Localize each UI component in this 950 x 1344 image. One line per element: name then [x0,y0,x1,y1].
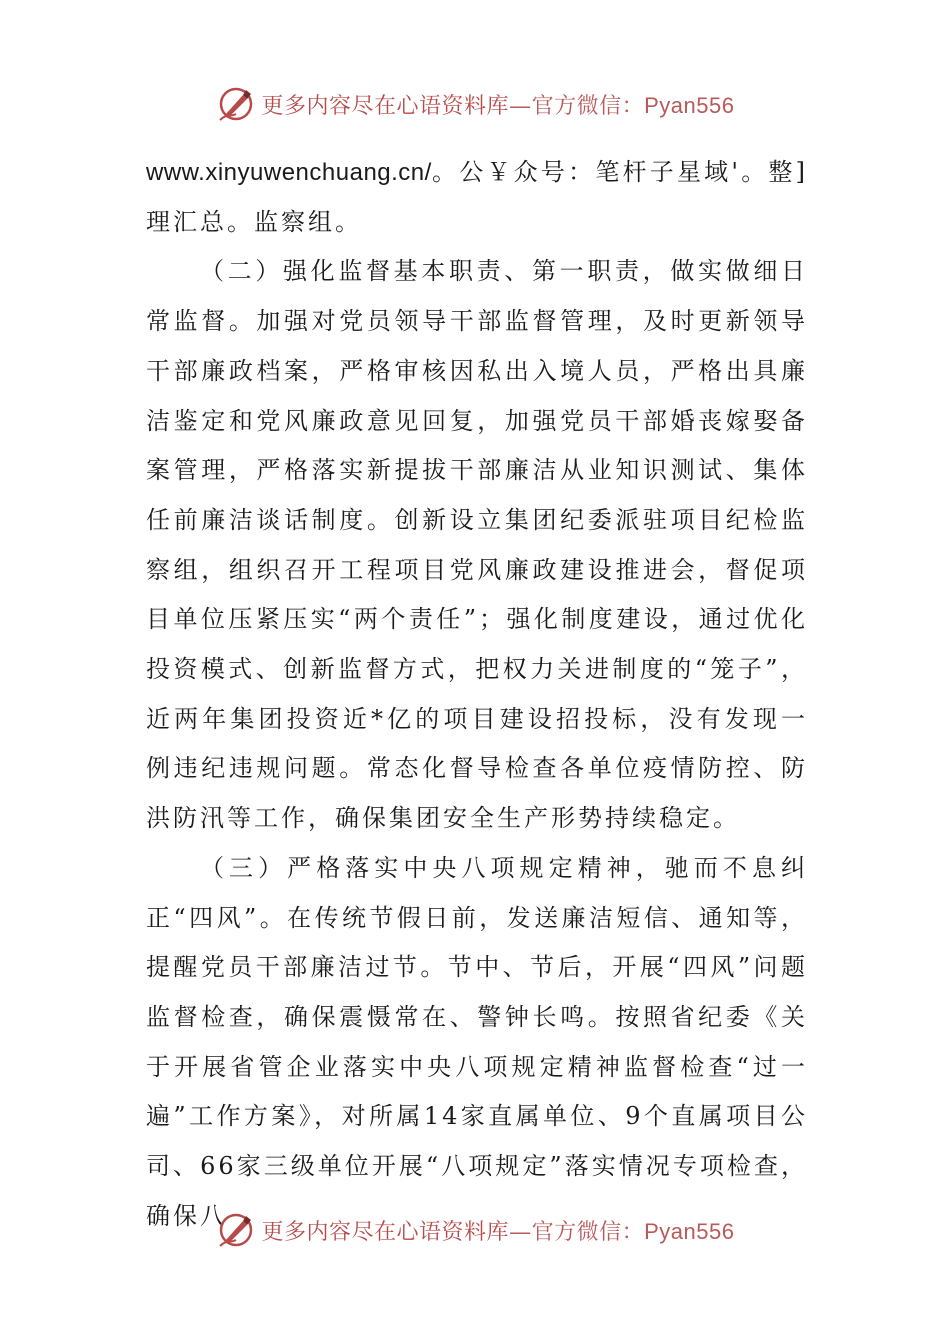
watermark-text [262,1215,735,1246]
watermark-dash: — [509,93,532,119]
watermark-banner-top [0,82,950,126]
paragraph-1-text: 。公￥众号：笔杆子星域'。整]理汇总。监察组。 [146,158,808,236]
watermark-text [262,89,735,120]
watermark-dash: — [509,1219,532,1245]
watermark-wechat-id: Pyan556 [644,1218,735,1244]
watermark-wechat-label: 官方微信： [531,93,645,119]
paragraph-1 [146,148,808,247]
watermark-lead: 更多内容尽在心语资料库 [261,93,510,119]
source-url: www.xinyuwenchuang.cn/ [146,159,432,186]
paragraph-3: （三）严格落实中央八项规定精神，驰而不息纠正“四风”。在传统节假日前，发送廉洁短信、通知等，提醒党员干部廉洁过节。节中、节后，开展“四风”问题监督检查，确保震慑常在、警钟长鸣。按照省纪委《关于开展省管企业落实中央八项规定精神监督检查“过一遍”工作方案》，对所属14家直属单位、9个直属项目公司、66家三级单位开展“八项规定”落实情况专项检查，确保八 [146,853,808,1230]
watermark-banner-bottom [0,1208,950,1252]
pen-logo-icon [216,1210,256,1250]
watermark-wechat-id: Pyan556 [644,92,735,118]
pen-logo-icon [216,84,256,124]
document-body [146,148,808,1241]
paragraph-2: （二）强化监督基本职责、第一职责，做实做细日常监督。加强对党员领导干部监督管理，及时更新领导干部廉政档案，严格审核因私出入境人员，严格出具廉洁鉴定和党风廉政意见回复，加强党员干部婚丧嫁娶备案管理，严格落实新提拔干部廉洁从业知识测试、集体任前廉洁谈话制度。创新设立集团纪委派驻项目纪检监察组，组织召开工程项目党风廉政建设推进会，督促项目单位压紧压实“两个责任”；强化制度建设，通过优化投资模式、创新监督方式，把权力关进制度的“笼子”，近两年集团投资近*亿的项目建设招投标，没有发现一例违纪违规问题。常态化督导检查各单位疫情防控、防洪防汛等工作，确保集团安全生产形势持续稳定。 [146,257,808,833]
watermark-wechat-label: 官方微信： [531,1219,645,1245]
watermark-lead: 更多内容尽在心语资料库 [261,1219,510,1245]
